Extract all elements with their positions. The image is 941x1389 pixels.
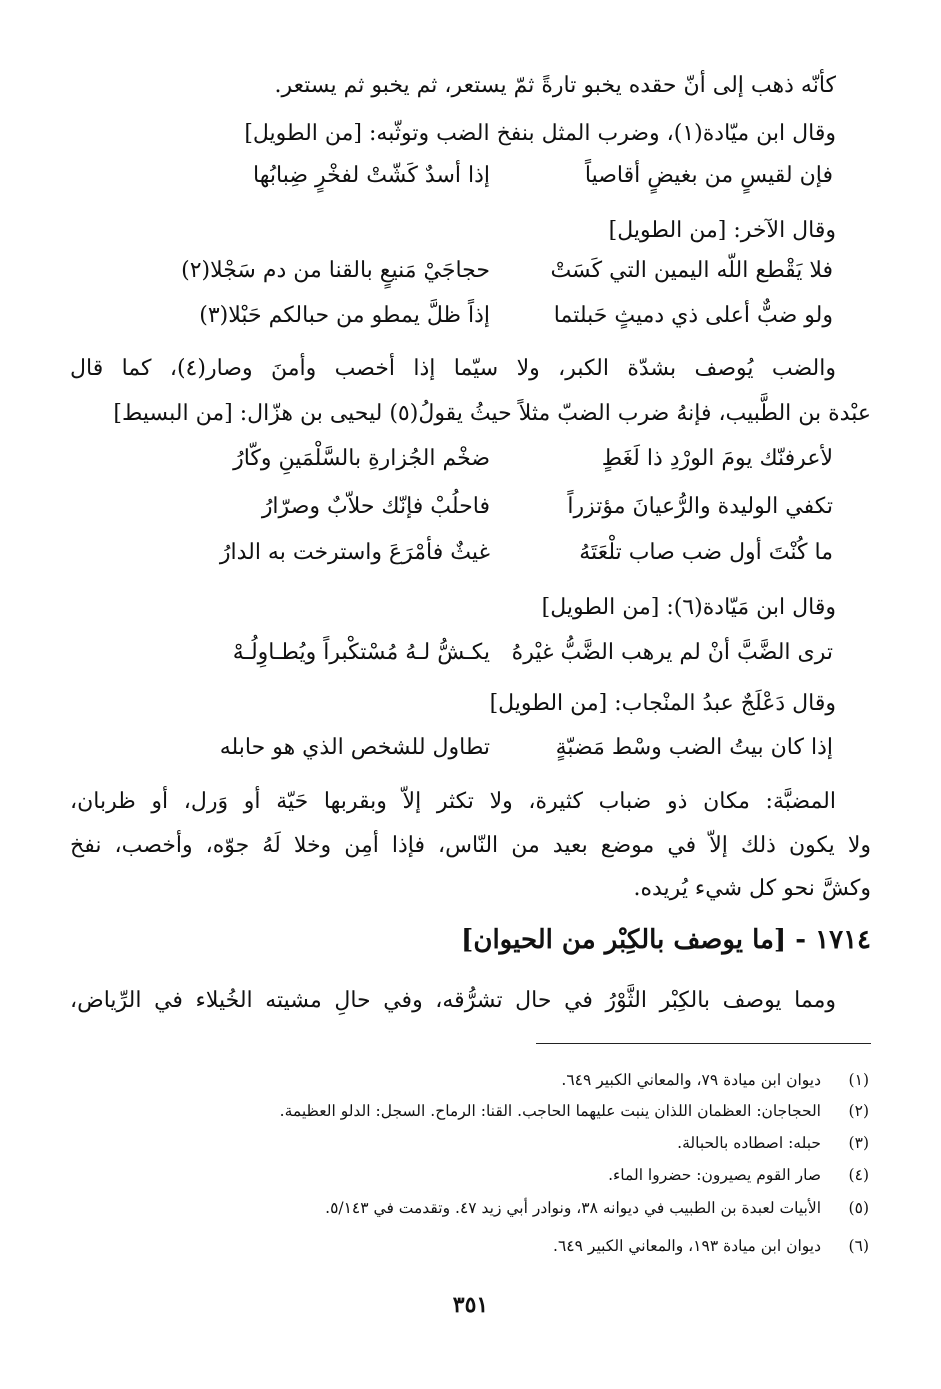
text-line-3: وقال الآخر: [من الطويل] [608,218,836,243]
verse-7 [90,640,851,676]
footnote-5-number: (٥) [848,1199,869,1217]
footnote-4-number: (٤) [848,1166,869,1184]
text-line-10: وكشَّ نحو كل شيء يُريده. [633,876,871,901]
text-line-8: المضبَّة: مكان ذو ضباب كثيرة، ولا تكثر إلاّ وبقربها حَيّة أو وَرل، أو ظربان، [70,789,836,814]
section-heading: ١٧١٤ - [ما يوصف بالكِبْر من الحيوان] [461,925,871,955]
verse-4-second-hemistich: ضخْم الجُزارةِ بالسَّلْمَينِ وكّارُ [233,446,490,471]
verse-8-second-hemistich: تطاول للشخص الذي هو حابله [219,735,490,760]
footnote-5-text: الأبيات لعبدة بن الطبيب في ديوانه ٣٨، ونوادر أبي زيد ٤٧. وتقدمت في ٥/١٤٣. [325,1199,821,1217]
footnote-2-number: (٢) [848,1102,869,1120]
footnote-5 [70,1196,869,1220]
verse-3 [90,303,851,339]
footnote-separator [536,1043,871,1044]
text-line-5: عبْدة بن الطَّبيب، فإنهُ ضرب الضبّ مثلاً حيثُ يقولُ(٥) ليحيى بن هزّال: [من البسيط] [113,401,871,426]
verse-2-first-hemistich: فلا يَقْطع اللّه اليمين التي كَسَتْ [550,258,833,283]
verse-2-second-hemistich: حجاجَيْ مَنيعٍ بالقنا من دم سَجْلا(٢) [181,258,490,283]
verse-2 [90,258,851,294]
verse-3-first-hemistich: ولو ضبٌّ أعلى ذي دميثٍ حَبلتما [553,303,833,328]
text-line-9: ولا يكون ذلك إلاّ في موضع بعيد من النّاس، فإذا أمِن وخلا لَهُ جوّه، وأخصب، نفخ [70,833,871,858]
page-number: ٣٥١ [452,1292,489,1318]
verse-5-second-hemistich: فاحلُبْ فإنّك حلاّبٌ وصرّارُ [261,494,490,519]
footnote-1-text: ديوان ابن ميادة ٧٩، والمعاني الكبير ٦٤٩. [561,1071,821,1089]
footnote-3 [70,1131,869,1155]
footnote-2 [70,1099,869,1123]
footnote-6 [70,1234,869,1258]
verse-8-first-hemistich: إذا كان بيتُ الضب وسْط مَضبّةٍ [555,735,833,760]
text-line-7: وقال دَعْلَجٌ عبدُ المنْجاب: [من الطويل] [489,691,836,716]
verse-8 [90,735,851,771]
footnote-4 [70,1163,869,1187]
footnote-4-text: صار القوم يصيرون: حضروا الماء. [608,1166,821,1184]
verse-1-first-hemistich: فإن لقيسٍ من بغيضٍ أقاصياً [584,163,833,188]
text-line-4: والضب يُوصف بشدّة الكبر، ولا سيّما إذا أخصب وأمنَ وصار(٤)، كما قال [70,356,836,381]
verse-7-second-hemistich: يكـشُّ لـهُ مُسْتكْبراً ويُطـاوِلُـهْ [232,640,490,665]
footnote-6-text: ديوان ابن ميادة ١٩٣، والمعاني الكبير ٦٤٩. [553,1237,821,1255]
verse-4-first-hemistich: لأعرفنّك يومَ الورْدِ ذا لَغَطٍ [601,446,833,471]
verse-1-second-hemistich: إذا أسدٌ كَشّتْ لفخْرٍ ضِبابُها [253,163,490,188]
verse-3-second-hemistich: إذاً ظلَّ يمطو من حبالكم حَبْلا(٣) [199,303,490,328]
text-line-1: كأنّه ذهب إلى أنّ حقده يخبو تارةً ثمّ يستعر، ثم يخبو ثم يستعر. [274,73,836,98]
text-line-2: وقال ابن ميّادة(١)، وضرب المثل بنفخ الضب وتوثّبه: [من الطويل] [244,121,836,146]
footnote-1 [70,1068,869,1092]
verse-4 [90,446,851,482]
text-line-11: ومما يوصف بالكِبْر الثَّوْرُ في حال تشرُّقه، وفي حالِ مشيته الخُيلاء في الرِّياض، [70,988,836,1013]
verse-1 [90,163,851,199]
footnote-3-text: حبله: اصطاده بالحبالة. [677,1134,821,1152]
verse-6 [90,540,851,576]
verse-6-second-hemistich: غيثٌ فأمْرَعَ واسترخت به الدارُ [219,540,490,565]
footnote-6-number: (٦) [848,1237,869,1255]
verse-5 [90,494,851,530]
verse-5-first-hemistich: تكفي الوليدة والرُّعيانَ مؤتزراً [567,494,833,519]
footnote-2-text: الحجاجان: العظمان اللذان ينبت عليهما الحاجب. القنا: الرماح. السجل: الدلو العظيمة. [279,1102,821,1120]
verse-6-first-hemistich: ما كُنْتَ أول ضب صاب تلْعَتَهُ [579,540,833,565]
text-line-6: وقال ابن مَيّادة(٦): [من الطويل] [541,595,836,620]
verse-7-first-hemistich: ترى الضَّبَّ أنْ لم يرهب الضَّبُّ غيْرهُ [511,640,833,665]
footnote-1-number: (١) [848,1071,869,1089]
footnote-3-number: (٣) [848,1134,869,1152]
